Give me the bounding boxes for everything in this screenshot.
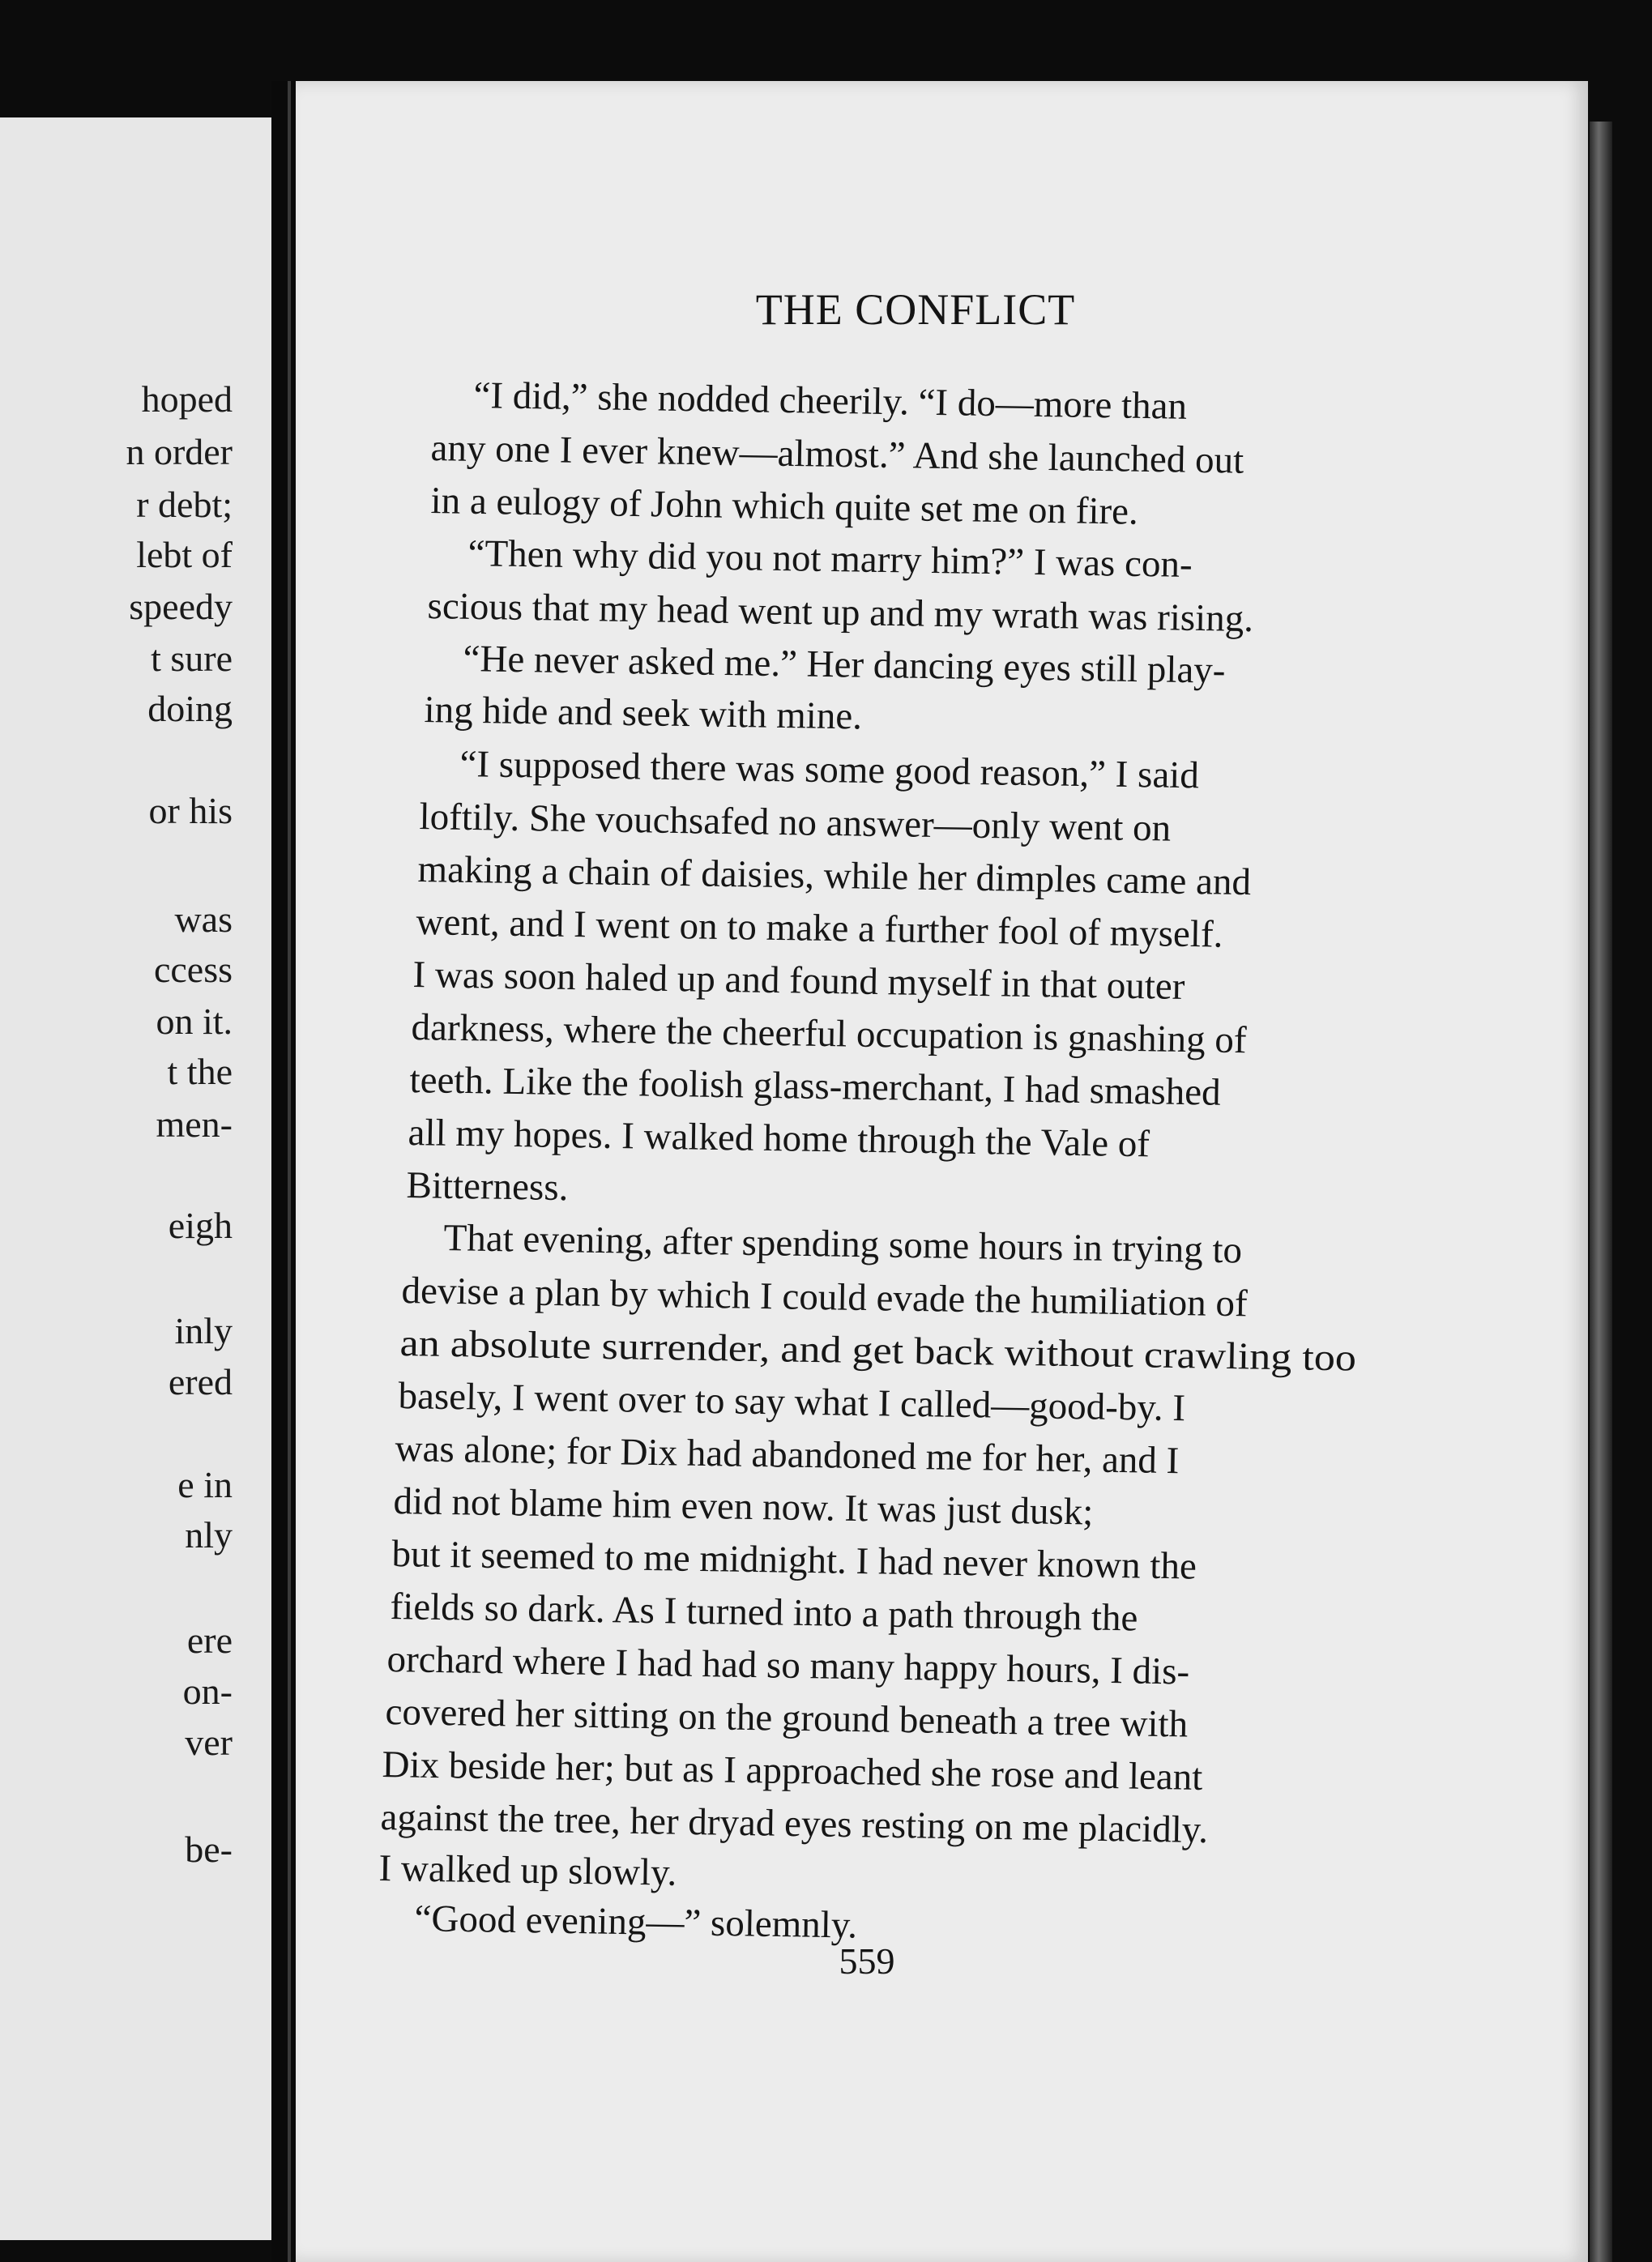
text-line: making a chain of daisies, while her dimples came and [417, 848, 1252, 904]
left-page-fragment: n order [126, 431, 233, 472]
left-facing-page [0, 117, 271, 2240]
text-line: but it seemed to me midnight. I had never known the [391, 1533, 1197, 1588]
left-page-fragment: eigh [168, 1205, 233, 1246]
text-line: loftily. She vouchsafed no answer—only went on [419, 796, 1172, 850]
text-line: an absolute surrender, and get back without crawling too [399, 1322, 1357, 1380]
text-line: covered her sitting on the ground beneath a tree with [385, 1691, 1189, 1746]
text-line: “I supposed there was some good reason,” I said [459, 743, 1200, 797]
text-line: was alone; for Dix had abandoned me for her, and I [395, 1428, 1180, 1483]
text-line: Dix beside her; but as I approached she rose and leant [382, 1743, 1203, 1799]
left-page-fragment: e in [177, 1464, 233, 1505]
left-page-fragment: t sure [151, 638, 233, 679]
text-line: orchard where I had had so many happy hours, I dis- [386, 1638, 1190, 1693]
left-page-fragment: ered [168, 1361, 233, 1402]
left-page-fragment: on- [182, 1671, 233, 1712]
left-page-fragment: on it. [156, 1001, 233, 1042]
text-line: “He never asked me.” Her dancing eyes still play- [463, 638, 1226, 692]
left-page-fragment: was [174, 898, 233, 940]
text-line: in a eulogy of John which quite set me on fire. [430, 480, 1139, 533]
text-line: “Good evening—” solemnly. [414, 1897, 858, 1947]
text-line: I was soon haled up and found myself in that outer [412, 954, 1185, 1008]
text-line: any one I ever knew—almost.” And she launched out [430, 427, 1244, 482]
text-line: “Then why did you not marry him?” I was con- [467, 532, 1193, 587]
text-line: ing hide and seek with mine. [424, 689, 863, 738]
text-line: That evening, after spending some hours in trying to [443, 1217, 1243, 1272]
left-page-fragment: hoped [141, 378, 233, 420]
left-page-fragment: men- [156, 1103, 233, 1145]
left-page-fragment: be- [185, 1829, 233, 1870]
left-page-fragment: ver [185, 1722, 233, 1763]
gutter-edge [288, 81, 291, 2262]
text-line: all my hopes. I walked home through the Vale of [408, 1112, 1150, 1166]
left-page-fragment: ccess [153, 949, 233, 990]
text-line: darkness, where the cheerful occupation is gnashing of [411, 1006, 1247, 1062]
text-line: did not blame him even now. It was just dusk; [393, 1480, 1094, 1534]
text-line: “I did,” she nodded cheerily. “I do—more than [473, 374, 1188, 428]
left-page-fragment: or his [148, 790, 233, 831]
left-page-fragment: t the [167, 1051, 233, 1092]
text-line: fields so dark. As I turned into a path through the [390, 1586, 1138, 1640]
text-line: teeth. Like the foolish glass-merchant, I had smashed [409, 1059, 1222, 1114]
left-page-fragment: lebt of [136, 534, 233, 575]
text-line: Bitterness. [406, 1164, 569, 1210]
text-line: scious that my head went up and my wrath was rising. [427, 585, 1254, 641]
book-gutter [271, 81, 296, 2262]
left-page-fragment: ere [186, 1620, 233, 1661]
running-head: THE CONFLICT [755, 285, 1076, 334]
left-page-fragment: speedy [129, 586, 233, 627]
left-page-fragment: nly [185, 1514, 233, 1556]
text-line: I walked up slowly. [378, 1847, 677, 1894]
left-page-fragment: doing [147, 688, 233, 729]
left-page-fragment: inly [174, 1310, 233, 1351]
text-line: went, and I went on to make a further fool of myself. [416, 901, 1223, 956]
page-edge-shadow [1590, 122, 1612, 2262]
text-line: devise a plan by which I could evade the humiliation of [401, 1270, 1249, 1325]
text-line: against the tree, her dryad eyes resting on me placidly. [380, 1796, 1209, 1852]
page-number: 559 [839, 1940, 895, 1982]
left-page-fragment: r debt; [136, 484, 233, 525]
text-line: basely, I went over to say what I called—good-by. I [398, 1375, 1186, 1430]
